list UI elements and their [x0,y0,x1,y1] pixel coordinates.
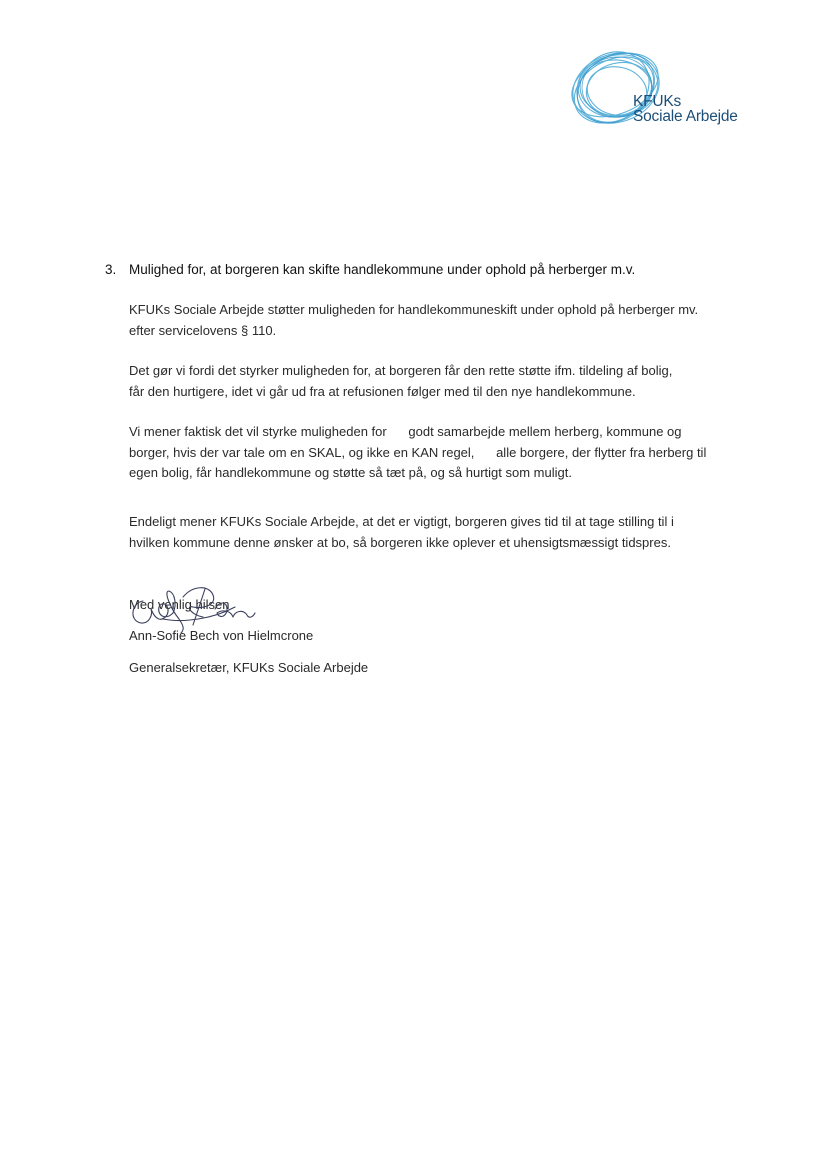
closing-greeting: Med venlig hilsen [129,597,230,612]
paragraph-line: Endeligt mener KFUKs Sociale Arbejde, at det er vigtigt, borgeren gives tid til at tage stilling til i [129,514,674,529]
paragraph-2 [129,361,749,402]
paragraph-1 [129,300,749,341]
section-heading [105,262,635,277]
paragraph-line: Vi mener faktisk det vil styrke muligheden for godt samarbejde mellem herberg, kommune og [129,424,682,439]
paragraph-4 [129,512,749,553]
logo-line-2: Sociale Arbejde [633,108,738,125]
paragraph-line: får den hurtigere, idet vi går ud fra at refusionen følger med til den nye handlekommune. [129,383,636,399]
section-title: Mulighed for, at borgeren kan skifte handlekommune under ophold på herberger m.v. [129,262,636,277]
kfuks-logo [566,48,756,133]
section-number: 3. [105,262,117,277]
handwritten-signature [123,579,263,639]
logo-line-1: KFUKs [633,93,682,110]
logo-text [633,94,738,124]
paragraph-line: Det gør vi fordi det styrker muligheden for, at borgeren får den rette støtte ifm. tildeling af bolig, [129,363,673,378]
paragraph-line: efter servicelovens § 110. [129,322,277,338]
paragraph-line: egen bolig, får handlekommune og støtte så tæt på, og så hurtigt som muligt. [129,465,572,480]
paragraph-line: KFUKs Sociale Arbejde støtter muligheden for handlekommuneskift under ophold på herberger mv. [129,302,699,317]
signatory-title: Generalsekretær, KFUKs Sociale Arbejde [129,660,369,675]
paragraph-line: hvilken kommune denne ønsker at bo, så borgeren ikke oplever et uhensigtsmæssigt tidspres. [129,534,671,550]
signatory-name: Ann-Sofie Bech von Hielmcrone [129,628,314,643]
paragraph-3 [129,422,749,484]
paragraph-line: borger, hvis der var tale om en SKAL, og ikke en KAN regel, alle borgere, der flytter fra herberg til [129,444,707,460]
